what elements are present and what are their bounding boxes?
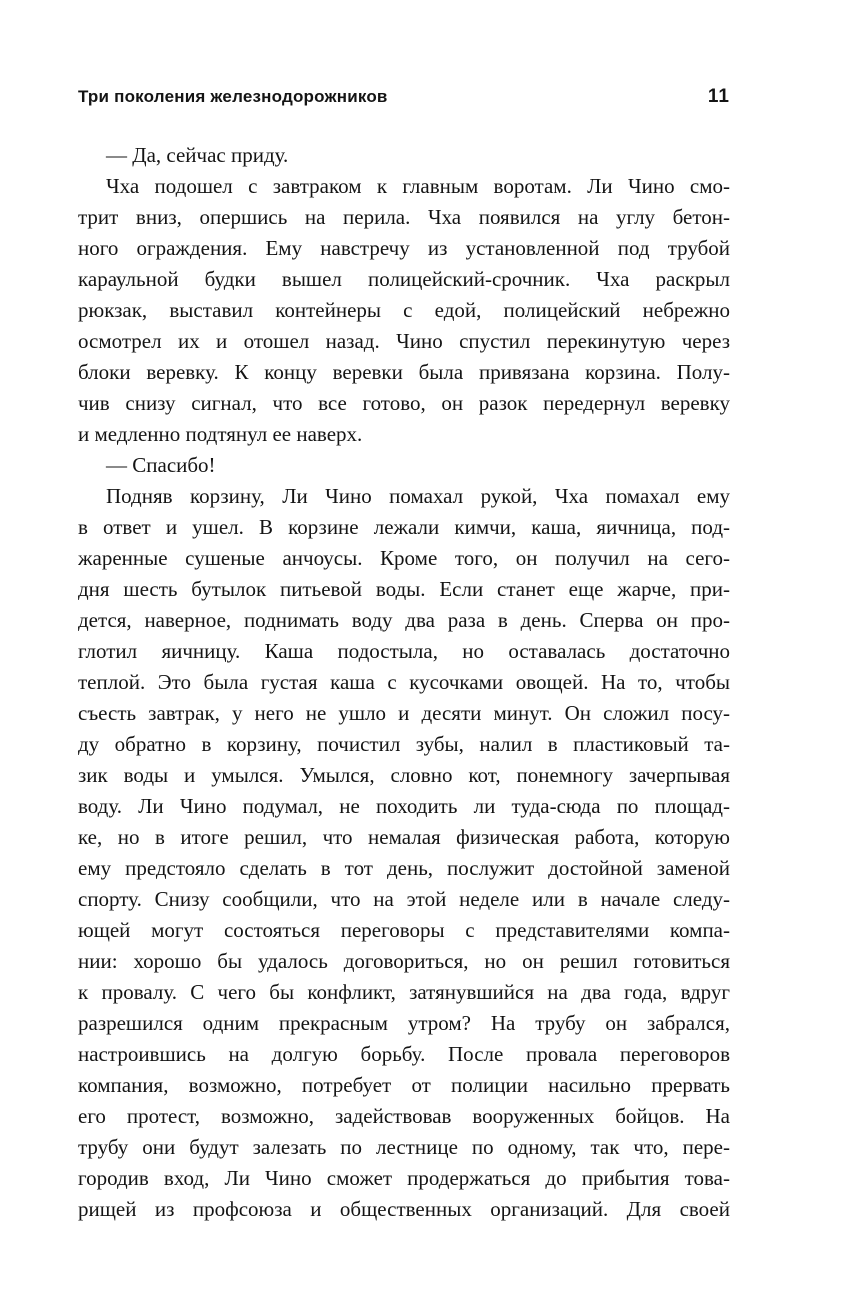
text-line: дня шесть бутылок питьевой воды. Если станет еще жарче, при-	[78, 577, 730, 601]
text-line: компания, возможно, потребует от полиции насильно прервать	[78, 1073, 730, 1097]
text-line: ду обратно в корзину, почистил зубы, налил в пластиковый та-	[78, 732, 730, 756]
text-line: ющей могут состояться переговоры с представителями компа-	[78, 918, 730, 942]
text-column	[78, 86, 730, 1225]
running-head	[78, 86, 730, 108]
text-line: разрешился одним прекрасным утром? На трубу он забрался,	[78, 1011, 730, 1035]
text-line: зик воды и умылся. Умылся, словно кот, понемногу зачерпывая	[78, 763, 730, 787]
text-line: караульной будки вышел полицейский-срочник. Чха раскрыл	[78, 267, 730, 291]
text-line: дется, наверное, поднимать воду два раза в день. Сперва он про-	[78, 608, 730, 632]
text-line: в ответ и ушел. В корзине лежали кимчи, каша, яичница, под-	[78, 515, 730, 539]
text-line: трит вниз, опершись на перила. Чха появился на углу бетон-	[78, 205, 730, 229]
text-line: и медленно подтянул ее наверх.	[78, 422, 363, 446]
text-line: городив вход, Ли Чино сможет продержаться до прибытия това-	[78, 1166, 730, 1190]
text-line: настроившись на долгую борьбу. После провала переговоров	[78, 1042, 730, 1066]
text-line: теплой. Это была густая каша с кусочками овощей. На то, чтобы	[78, 670, 730, 694]
text-line: Подняв корзину, Ли Чино помахал рукой, Чха помахал ему	[106, 484, 730, 508]
paragraph	[78, 171, 730, 450]
text-line: рюкзак, выставил контейнеры с едой, полицейский небрежно	[78, 298, 730, 322]
text-line: съесть завтрак, у него не ушло и десяти минут. Он сложил посу-	[78, 701, 730, 725]
text-line: — Да, сейчас приду.	[106, 143, 289, 167]
paragraph	[78, 450, 730, 481]
text-line: рищей из профсоюза и общественных организаций. Для своей	[78, 1197, 730, 1221]
text-line: глотил яичницу. Каша подостыла, но оставалась достаточно	[78, 639, 730, 663]
text-line: его протест, возможно, задействовав вооруженных бойцов. На	[78, 1104, 730, 1128]
page-title: Три поколения железнодорожников	[78, 87, 388, 106]
text-line: ке, но в итоге решил, что немалая физическая работа, которую	[78, 825, 730, 849]
page-number: 11	[707, 86, 730, 107]
text-line: чив снизу сигнал, что все готово, он разок передернул веревку	[78, 391, 730, 415]
text-line: блоки веревку. К концу веревки была привязана корзина. Полу-	[78, 360, 730, 384]
text-line: осмотрел их и отошел назад. Чино спустил перекинутую через	[78, 329, 730, 353]
text-line: трубу они будут залезать по лестнице по одному, так что, пере-	[78, 1135, 730, 1159]
paragraph	[78, 140, 730, 171]
text-line: Чха подошел с завтраком к главным воротам. Ли Чино смо-	[106, 174, 730, 198]
text-line: спорту. Снизу сообщили, что на этой неделе или в начале следу-	[78, 887, 730, 911]
text-body	[78, 140, 730, 1225]
text-line: нии: хорошо бы удалось договориться, но он решил готовиться	[78, 949, 730, 973]
text-line: воду. Ли Чино подумал, не походить ли туда-сюда по площад-	[78, 794, 730, 818]
paragraph	[78, 481, 730, 1225]
text-line: ему предстояло сделать в тот день, послужит достойной заменой	[78, 856, 730, 880]
text-line: ного ограждения. Ему навстречу из установленной под трубой	[78, 236, 730, 260]
text-line: к провалу. С чего бы конфликт, затянувшийся на два года, вдруг	[78, 980, 730, 1004]
text-line: — Спасибо!	[106, 453, 216, 477]
text-line: жаренные сушеные анчоусы. Кроме того, он получил на сего-	[78, 546, 730, 570]
